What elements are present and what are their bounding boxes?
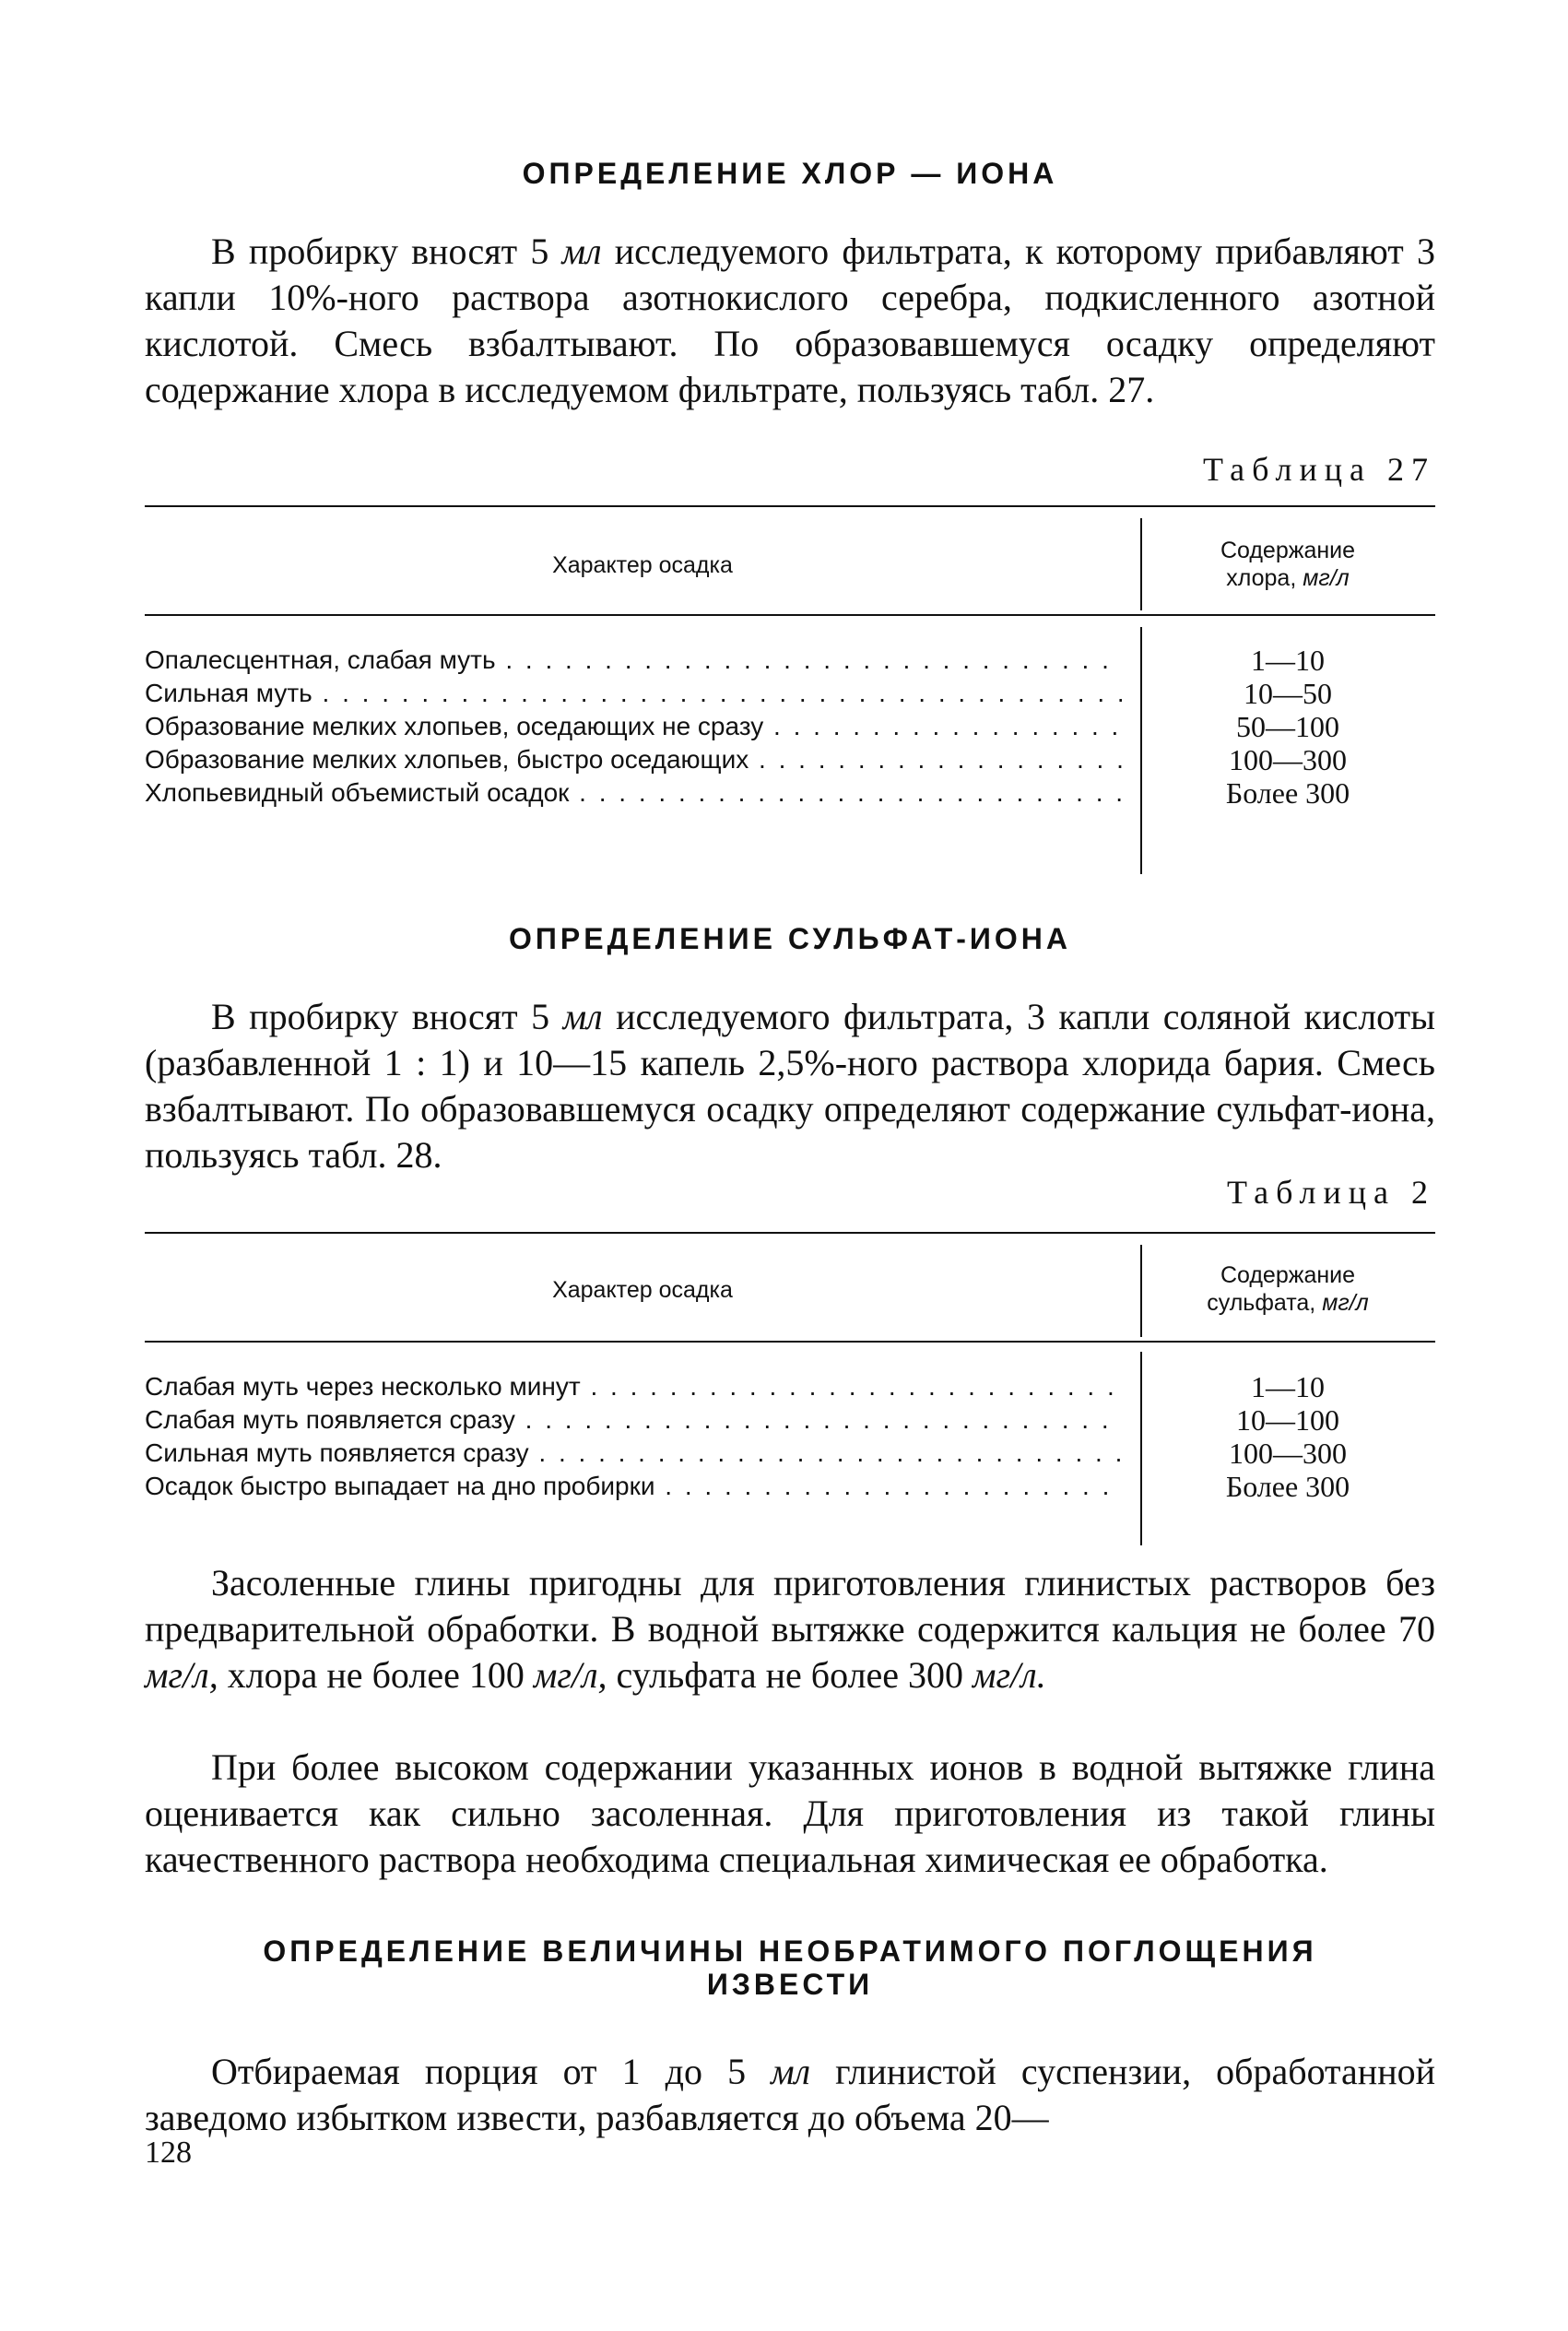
section-heading-sulfate: ОПРЕДЕЛЕНИЕ СУЛЬФАТ-ИОНА (508, 922, 1072, 955)
table-caption-28: Таблица 2 (1227, 1174, 1435, 1211)
section-heading-lime-absorption (145, 1935, 1435, 2001)
row-value: 100—300 (1229, 1437, 1347, 1470)
unit-italic: мл (561, 231, 602, 272)
heading-line: ОПРЕДЕЛЕНИЕ ВЕЛИЧИНЫ НЕОБРАТИМОГО ПОГЛОЩЕНИЯ (263, 1935, 1317, 1968)
table-row (145, 677, 1435, 710)
table-row (145, 644, 1435, 677)
table-row (145, 1437, 1435, 1470)
paragraph-sulfate (145, 994, 1435, 1178)
unit-italic: мг/л, (533, 1654, 607, 1696)
row-value: 100—300 (1229, 743, 1347, 776)
text: глинистой суспензии, обработанной заведомо избытком извести, разбавляется до объема 20— (145, 2051, 1436, 2138)
page-number: 128 (145, 2136, 192, 2170)
row-description: Осадок быстро выпадает на дно пробирки . . . (145, 1470, 1122, 1503)
paragraph-saline-clays (145, 1560, 1435, 1698)
text: исследуемого фильтрата, 3 капли соляной кислоты (разбавленной 1 : 1) и 10—15 капель 2,5%-ного раствора хлорида бария. Смесь взбалтывают. По образовавшемуся осадку определяют содержание сульфат-иона, пользуясь табл. 28. (145, 996, 1435, 1176)
heading-line: ИЗВЕСТИ (706, 1968, 874, 2001)
paragraph-high-salinity (145, 1745, 1435, 1883)
row-description: Хлопьевидный объемистый осадок . . . (145, 776, 1122, 810)
text: В пробирку вносят 5 (211, 996, 563, 1037)
row-description: Опалесцентная, слабая муть . . . (145, 644, 1122, 677)
paragraph-lime-absorption (145, 2049, 1435, 2141)
table-28 (145, 1232, 1435, 1545)
row-value: 1—10 (1251, 1370, 1325, 1403)
table-row (145, 1403, 1435, 1437)
row-value: 10—100 (1236, 1403, 1339, 1437)
row-description: Сильная муть появляется сразу . . . (145, 1437, 1122, 1470)
table-top-rule (145, 505, 1435, 507)
table-caption-27: Таблица 27 (1203, 451, 1435, 488)
text: исследуемого фильтрата, к которому прибавляют 3 капли 10%-ного раствора азотнокислого серебра, подкисленного азотной кислотой. Смесь взбалтывают. По образовавшемуся осадку определяют содержание хлора в исследуемом фильтрате, пользуясь табл. 27. (145, 231, 1435, 410)
unit-italic: мл (562, 996, 603, 1037)
row-description: Сильная муть . . . (145, 677, 1122, 710)
table-header-rule (145, 614, 1435, 616)
table-row (145, 710, 1435, 743)
header-precipitate: Характер осадка (552, 552, 733, 578)
header-unit: мг/л (1303, 565, 1350, 591)
row-description: Слабая муть через несколько минут . . . (145, 1370, 1122, 1403)
row-value: 50—100 (1236, 710, 1339, 743)
row-value: 10—50 (1244, 677, 1332, 710)
book-page (145, 0, 1435, 2331)
row-value: 1—10 (1251, 644, 1325, 677)
table-27 (145, 505, 1435, 874)
table-28-rows (145, 1370, 1435, 1503)
row-description: Образование мелких хлопьев, оседающих не сразу . . . (145, 710, 1122, 743)
row-description: Слабая муть появляется сразу . . . (145, 1403, 1122, 1437)
unit-italic: мг/л, (145, 1654, 218, 1696)
paragraph-chloride (145, 229, 1435, 413)
row-value: Более 300 (1225, 776, 1350, 810)
text: Отбираемая порция от 1 до 5 (211, 2051, 772, 2092)
table-top-rule (145, 1232, 1435, 1234)
header-line: хлора, (1226, 565, 1297, 591)
section-heading-chloride: ОПРЕДЕЛЕНИЕ ХЛОР — ИОНА (522, 157, 1058, 190)
header-sulfate-content (1140, 1261, 1435, 1317)
row-value: Более 300 (1225, 1470, 1350, 1503)
text: При более высоком содержании указанных ионов в водной вытяжке глина оценивается как сильно засоленная. Для приготовления из такой глины качественного раствора необходима специальная химическая ее обработка. (145, 1746, 1435, 1880)
header-line: Содержание (1220, 1262, 1356, 1288)
table-header-rule (145, 1341, 1435, 1343)
table-row (145, 743, 1435, 776)
table-row (145, 1370, 1435, 1403)
text: Засоленные глины пригодны для приготовления глинистых растворов без предварительной обработки. В водной вытяжке содержится кальция не более 70 (145, 1562, 1435, 1650)
text: сульфата не более 300 (607, 1654, 973, 1696)
text: хлора не более 100 (218, 1654, 534, 1696)
table-row (145, 1470, 1435, 1503)
header-chloride-content (1140, 537, 1435, 592)
header-unit: мг/л (1322, 1290, 1369, 1316)
header-line: Содержание (1220, 538, 1356, 563)
row-description: Образование мелких хлопьев, быстро оседающих . . . (145, 743, 1122, 776)
header-precipitate: Характер осадка (552, 1277, 733, 1303)
table-27-rows (145, 644, 1435, 810)
header-line: сульфата, (1207, 1290, 1316, 1316)
table-row (145, 776, 1435, 810)
unit-italic: мг/л. (973, 1654, 1046, 1696)
text: В пробирку вносят 5 (211, 231, 562, 272)
unit-italic: мл (771, 2051, 811, 2092)
